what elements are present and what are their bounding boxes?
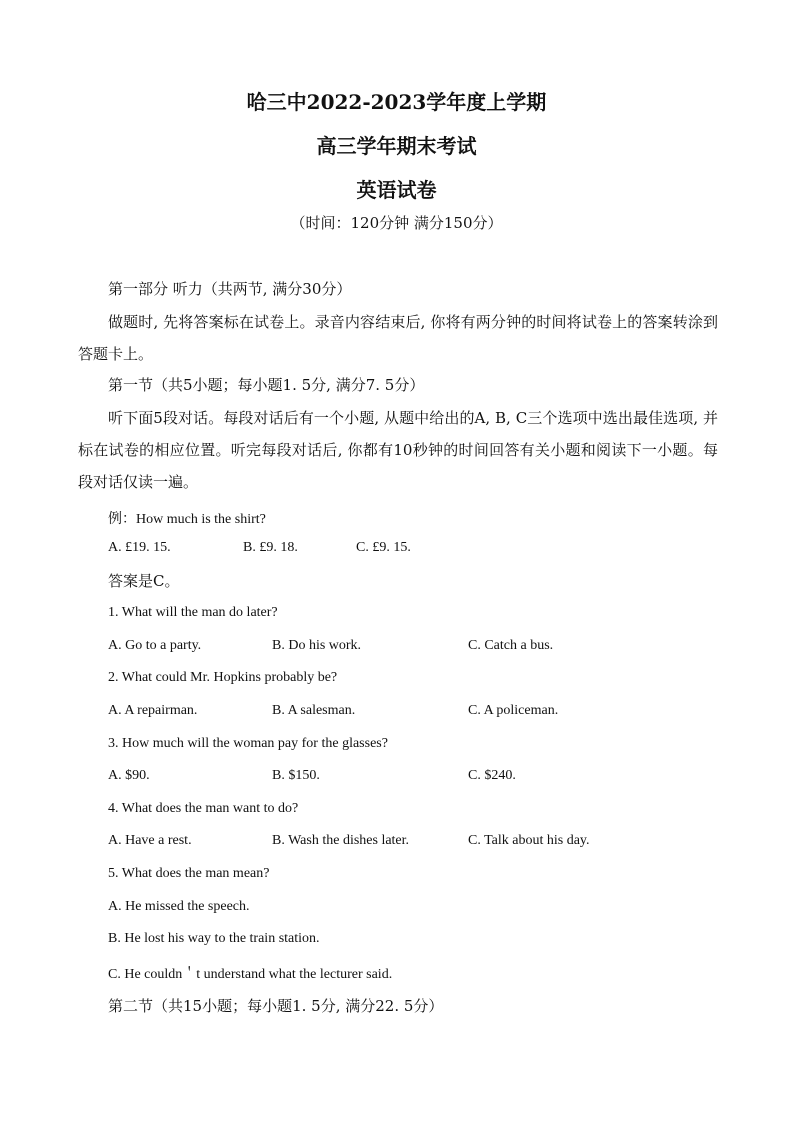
q1-option-c: C. Catch a bus. <box>468 638 554 653</box>
q2-option-b: B. A salesman. <box>272 703 356 718</box>
example-answer: 答案是C。 <box>108 572 180 590</box>
exam-time-info: （时间：120分钟 满分150分） <box>290 214 503 232</box>
example-option-a: A. £19. 15. <box>108 540 171 555</box>
part1-instructions: 做题时, 先将答案标在试卷上。录音内容结束后, 你将有两分钟的时间将试卷上的答案转涂到答题卡上。 <box>78 313 718 363</box>
q4-option-c: C. Talk about his day. <box>468 833 590 848</box>
question-1: 1. What will the man do later? <box>108 605 278 620</box>
q1-option-a: A. Go to a party. <box>108 638 202 653</box>
title-subject: 英语试卷 <box>356 178 437 202</box>
q5-option-a: A. He missed the speech. <box>108 899 250 914</box>
q2-option-c: C. A policeman. <box>468 703 559 718</box>
example-option-c: C. £9. 15. <box>356 540 411 555</box>
section1-heading: 第一节（共5小题；每小题1. 5分, 满分7. 5分） <box>108 376 425 394</box>
question-3: 3. How much will the woman pay for the glasses? <box>108 736 388 751</box>
q3-option-b: B. $150. <box>272 768 320 783</box>
q3-option-c: C. $240. <box>468 768 516 783</box>
question-2: 2. What could Mr. Hopkins probably be? <box>108 670 338 685</box>
q4-option-b: B. Wash the dishes later. <box>272 833 410 848</box>
example-option-b: B. £9. 18. <box>243 540 298 555</box>
section2-heading: 第二节（共15小题；每小题1. 5分, 满分22. 5分） <box>108 997 444 1015</box>
q4-option-a: A. Have a rest. <box>108 833 192 848</box>
q1-option-b: B. Do his work. <box>272 638 362 653</box>
q5-option-b: B. He lost his way to the train station. <box>108 931 320 946</box>
q5-option-c: C. He couldn＇t understand what the lecturer said. <box>108 967 393 982</box>
section1-instructions: 听下面5段对话。每段对话后有一个小题, 从题中给出的A, B, C三个选项中选出最佳选项, 并标在试卷的相应位置。听完每段对话后, 你都有10秒钟的时间回答有关小题和阅读下一小题。每段对话仅读一遍。 <box>78 409 718 491</box>
part1-heading: 第一部分 听力（共两节, 满分30分） <box>108 280 352 298</box>
example-question: 例：How much is the shirt? <box>108 512 266 527</box>
q2-option-a: A. A repairman. <box>108 703 198 718</box>
title-exam: 高三学年期末考试 <box>316 134 477 158</box>
title-school-term: 哈三中2022-2023学年度上学期 <box>246 90 547 114</box>
q3-option-a: A. $90. <box>108 768 150 783</box>
question-4: 4. What does the man want to do? <box>108 801 299 816</box>
question-5: 5. What does the man mean? <box>108 866 270 881</box>
